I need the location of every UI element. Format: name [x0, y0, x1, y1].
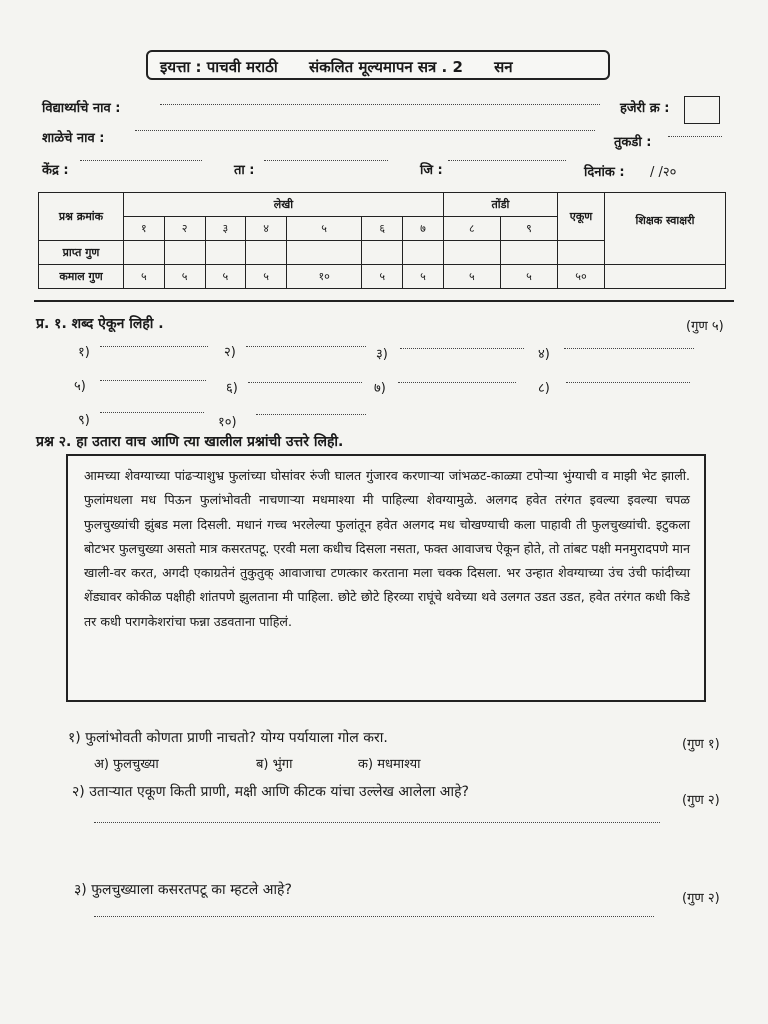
sign-cell[interactable]: [605, 265, 726, 289]
obtained-cell[interactable]: [362, 241, 403, 265]
q1-answer-field[interactable]: [100, 336, 208, 347]
max-cell: ५: [443, 265, 500, 289]
divider-line: [34, 300, 734, 302]
total-header: एकूण: [558, 193, 605, 241]
obtained-total-cell[interactable]: [558, 241, 605, 265]
q1-marks: (गुण ५): [686, 319, 724, 334]
written-header: लेखी: [124, 193, 444, 217]
col-number: ७: [403, 217, 444, 241]
q2-title: प्रश्न २. हा उतारा वाच आणि त्या खालील प्रश्नांची उत्तरे लिही.: [36, 434, 344, 450]
q2-sub2-text: २) उताऱ्यात एकूण किती प्राणी, मक्षी आणि कीटक यांचा उल्लेख आलेला आहे?: [72, 784, 469, 800]
q1-answer-field[interactable]: [566, 372, 690, 383]
q1-answer-field[interactable]: [256, 404, 366, 415]
school-name-field[interactable]: [135, 120, 595, 131]
taluka-field[interactable]: [264, 150, 388, 161]
obtained-row-label: प्राप्त गुण: [39, 241, 124, 265]
max-cell: ५: [164, 265, 205, 289]
q1-item-number: ६): [226, 381, 238, 396]
school-name-label: शाळेचे नाव :: [42, 131, 105, 146]
q1-title: प्र. १. शब्द ऐकून लिही .: [36, 316, 164, 332]
col-number: ३: [205, 217, 246, 241]
max-cell: ५: [246, 265, 287, 289]
taluka-label: ता :: [234, 163, 255, 178]
q1-answer-field[interactable]: [564, 338, 694, 349]
year-label: सन: [494, 58, 513, 76]
q1-answer-field[interactable]: [248, 372, 362, 383]
attendance-label: हजेरी क्र :: [620, 101, 670, 116]
q2-option-a[interactable]: अ) फुलचुख्या: [94, 757, 159, 772]
q1-item-number: ७): [374, 381, 386, 396]
center-label: केंद्र :: [42, 163, 69, 178]
q2-sub2-marks: (गुण २): [682, 793, 720, 808]
student-name-label: विद्यार्थ्याचे नाव :: [42, 101, 121, 116]
q1-item-number: १०): [218, 415, 237, 430]
obtained-cell[interactable]: [287, 241, 362, 265]
q1-item-number: ३): [376, 347, 388, 362]
q1-answer-field[interactable]: [100, 402, 204, 413]
q1-answer-field[interactable]: [246, 336, 366, 347]
q1-item-number: १): [78, 345, 90, 360]
col-number: १: [124, 217, 165, 241]
col-number: ६: [362, 217, 403, 241]
center-field[interactable]: [80, 150, 202, 161]
q1-answer-field[interactable]: [398, 372, 516, 383]
division-label: तुकडी :: [614, 135, 652, 150]
obtained-cell[interactable]: [205, 241, 246, 265]
max-cell: १०: [287, 265, 362, 289]
max-total-cell: ५०: [558, 265, 605, 289]
exam-title-box: [146, 50, 610, 80]
obtained-cell[interactable]: [443, 241, 500, 265]
col-number: ९: [500, 217, 557, 241]
q1-item-number: ५): [74, 379, 86, 394]
question-no-header: प्रश्न क्रमांक: [39, 193, 124, 241]
col-number: ८: [443, 217, 500, 241]
oral-header: तोंडी: [443, 193, 557, 217]
obtained-cell[interactable]: [164, 241, 205, 265]
q2-sub3-text: ३) फुलचुख्याला कसरतपटू का म्हटले आहे?: [74, 882, 292, 898]
class-label: इयत्ता : पाचवी मराठी: [160, 58, 278, 76]
obtained-cell[interactable]: [403, 241, 444, 265]
passage-box: [66, 454, 706, 702]
max-cell: ५: [362, 265, 403, 289]
obtained-cell[interactable]: [500, 241, 557, 265]
q2-sub3-marks: (गुण २): [682, 891, 720, 906]
attendance-box[interactable]: [684, 96, 720, 124]
district-field[interactable]: [448, 150, 566, 161]
max-cell: ५: [403, 265, 444, 289]
marks-table: [38, 192, 726, 289]
max-cell: ५: [500, 265, 557, 289]
q1-item-number: २): [224, 345, 236, 360]
division-field[interactable]: [668, 126, 722, 137]
teacher-sign-header: शिक्षक स्वाक्षरी: [605, 193, 726, 265]
passage-text: आमच्या शेवग्याच्या पांढऱ्याशुभ्र फुलांच्या घोसांवर रुंजी घालत गुंजारव करणाऱ्या जांभळट-काळ्या टपोऱ्या भुंग्याची व माझी भेट झाली. फुलांमधला मध पिऊन फुलांभोवती नाचणाऱ्या मधमाश्या मी पाहिल्या शेवग्यामुळे. अलगद हवेत तरंगत इवल्या इवल्या चपळ फुलचुख्यांची झुंबड मला दिसली. मधानं गच्च भरलेल्या फुलांतून हवेत अलगद मध चोखण्याची कला पाहावी ती फुलचुख्यांची. इटुकला बोटभर फुलचुख्या असतो मात्र कसरतपटू. एरवी मला कधीच दिसला नसता, फक्त आवाजच ऐकून होते, तो तांबट पक्षी मनमुरादपणे मान खाली-वर करत, अगदी एकाग्रतेनं तुकुतुक् आवाजाचा टणत्कार करताना मला चक्क दिसला. भर उन्हात शेवग्याच्या उंच उंची फांदीच्या शेंड्यावर कोकीळ पक्षीही शांतपणे झुलताना मी पाहिला. छोटे छोटे हिरव्या राघूंचे थवेच्या थवे उलगत उडत उडत, हवेत तरंगत कधी किडे तर कधी परागकेशरांचा फन्ना उडवताना पाहिलं.: [84, 468, 690, 629]
student-name-field[interactable]: [160, 94, 600, 105]
max-row-label: कमाल गुण: [39, 265, 124, 289]
q2-option-c[interactable]: क) मधमाश्या: [358, 757, 421, 772]
date-value[interactable]: / /२०: [650, 165, 677, 180]
q2-option-b[interactable]: ब) भुंगा: [256, 757, 293, 772]
q2-sub3-answer-field[interactable]: [94, 906, 654, 917]
q2-sub1-marks: (गुण १): [682, 737, 720, 752]
exam-label: संकलित मूल्यमापन सत्र . 2: [308, 58, 463, 76]
q1-item-number: ९): [78, 413, 90, 428]
q1-item-number: ८): [538, 381, 550, 396]
col-number: ५: [287, 217, 362, 241]
col-number: ४: [246, 217, 287, 241]
q2-sub2-answer-field[interactable]: [94, 812, 660, 823]
q1-answer-field[interactable]: [100, 370, 206, 381]
date-label: दिनांक :: [584, 165, 625, 180]
col-number: २: [164, 217, 205, 241]
obtained-cell[interactable]: [246, 241, 287, 265]
max-cell: ५: [124, 265, 165, 289]
q1-answer-field[interactable]: [400, 338, 524, 349]
q1-item-number: ४): [538, 347, 550, 362]
q2-sub1-text: १) फुलांभोवती कोणता प्राणी नाचतो? योग्य पर्यायाला गोल करा.: [68, 730, 388, 746]
obtained-cell[interactable]: [124, 241, 165, 265]
max-cell: ५: [205, 265, 246, 289]
district-label: जि :: [420, 163, 443, 178]
